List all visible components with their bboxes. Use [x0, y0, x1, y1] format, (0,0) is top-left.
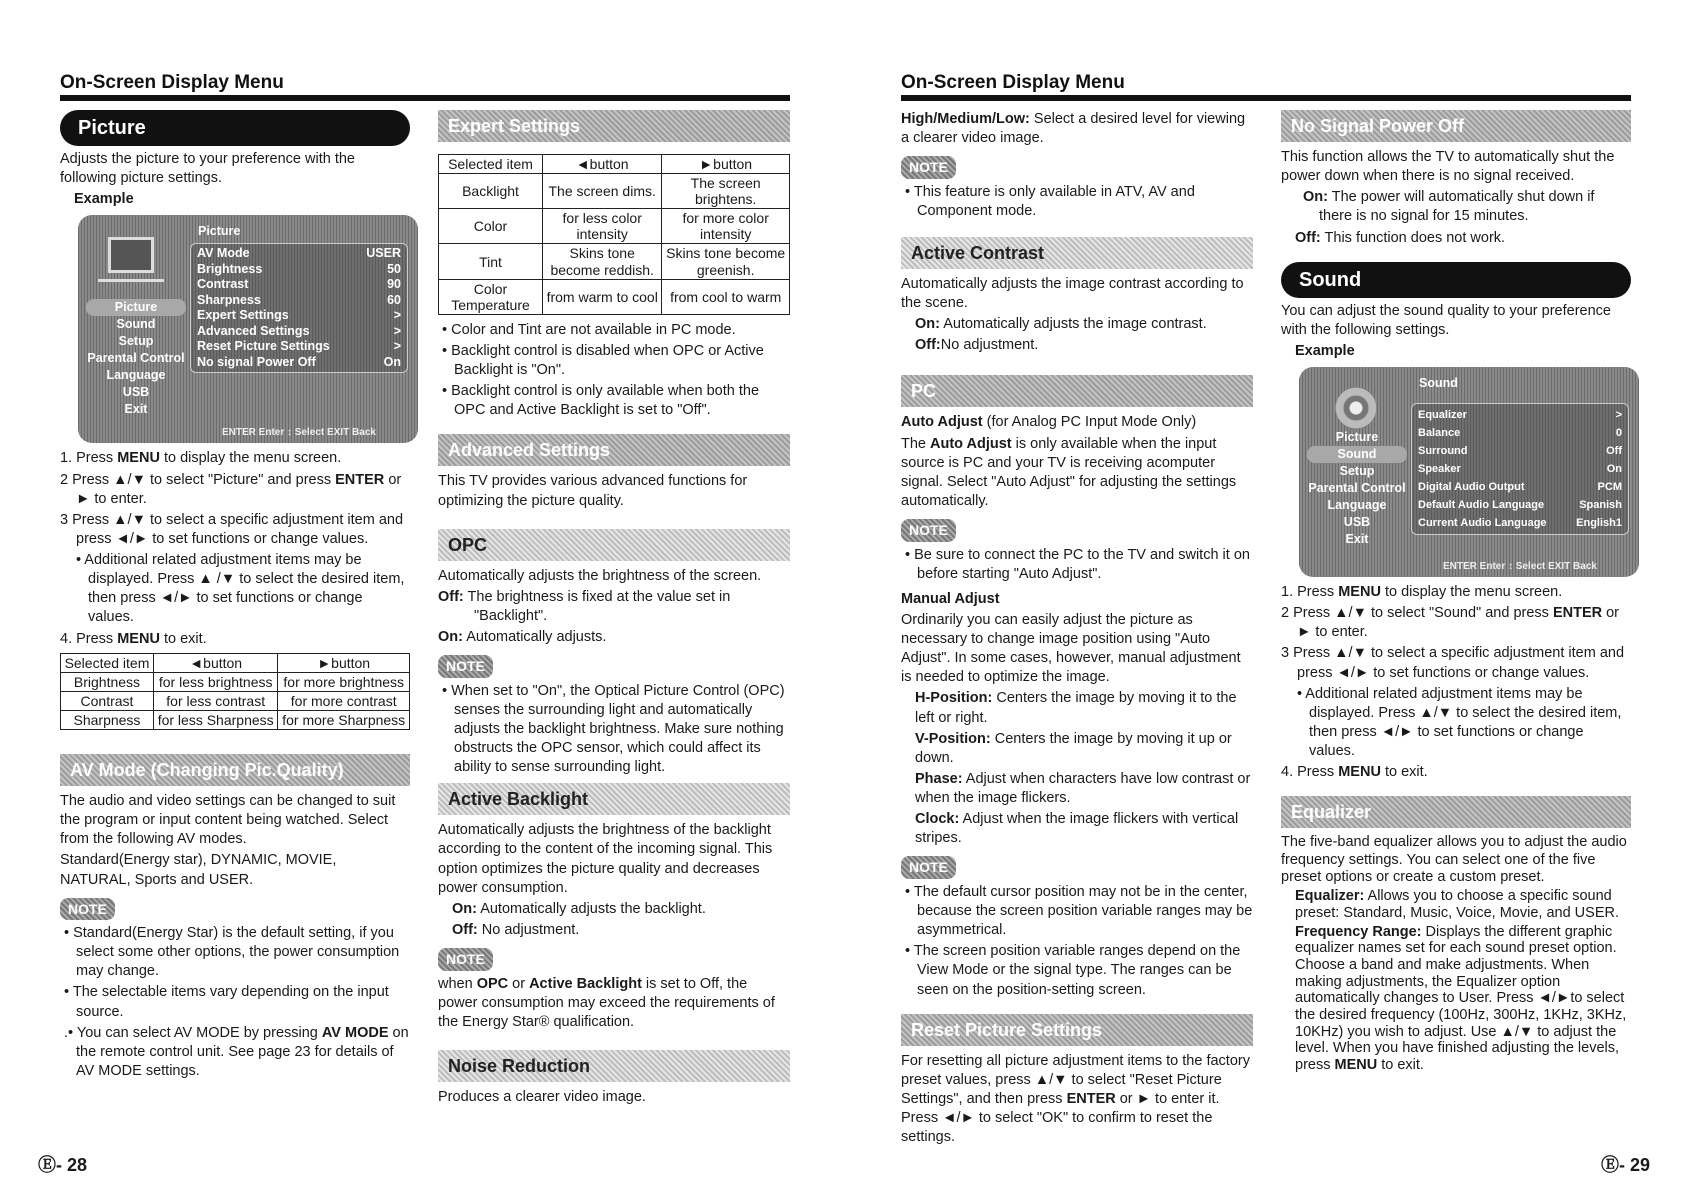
osd-menu-item: Language [106, 368, 166, 383]
phase: Phase: Adjust when characters have low contrast or when the image flickers. [915, 770, 1251, 807]
active-contrast-text: Automatically adjusts the image contrast according to the scene. [901, 275, 1244, 312]
expert-bullet: • Backlight control is only available when both the OPC and Active Backlight is set to "Off". [442, 383, 760, 419]
h-position: H-Position: Centers the image by moving it to the left or right. [915, 690, 1237, 726]
osd-menu-item: Language [1327, 498, 1387, 512]
osd-setting-row: No signal Power Off On [197, 354, 401, 369]
osd-menu-item: Sound [1307, 446, 1407, 463]
osd-menu-item: Picture [86, 299, 186, 316]
tv-stand-icon [98, 279, 164, 282]
reset-text: For resetting all picture adjustment items to the factory preset values, press ▲/▼ to select "Reset Picture Settings", and then press ENTER or ► to enter it. Press ◄/► to select "OK" to confirm to reset the settings. [901, 1052, 1250, 1146]
section-header-opc: OPC [438, 529, 790, 561]
sound-intro: You can adjust the sound quality to your preference with the following settings. [1281, 302, 1611, 338]
table-header: ◄button [543, 155, 662, 174]
table-cell: The screen brightens. [662, 174, 790, 209]
osd-setting-row: Speaker On [1418, 463, 1622, 475]
nosignal-text: This function allows the TV to automatically shut the power down when there is no signal received. [1281, 149, 1615, 185]
section-header-pc: PC [901, 375, 1253, 407]
avmode-text: The audio and video settings can be changed to suit the program or input content being watched. Select from the following AV modes. [60, 793, 396, 848]
tv-icon [108, 237, 154, 273]
table-cell: for more color intensity [662, 209, 790, 244]
table-cell: for less color intensity [543, 209, 662, 244]
table-header: Selected item [439, 155, 543, 174]
ns-off: Off: This function does not work. [1295, 229, 1506, 246]
title-rule [60, 95, 790, 101]
section-header-active-backlight: Active Backlight [438, 783, 790, 815]
note-badge: NOTE [438, 655, 493, 677]
table-cell: Brightness [61, 672, 154, 691]
right-page [841, 0, 1682, 1188]
table-cell: The screen dims. [543, 174, 662, 209]
osd-menu-item: Setup [118, 334, 154, 349]
table-row [61, 691, 410, 710]
table-header: Selected item [61, 653, 154, 672]
opc-on: On: Automatically adjusts. [438, 629, 607, 646]
right-col-2 [1281, 110, 1631, 1076]
table-cell: from cool to warm [662, 279, 790, 314]
osd-setting-row: Reset Picture Settings > [197, 339, 401, 354]
step3-bullet: • Additional related adjustment items may be displayed. Press ▲/▼ to select the desired item, then press ◄/► to set functions or change values. [1297, 685, 1622, 759]
left-col-1 [60, 110, 410, 1083]
auto-adjust-title: Auto Adjust (for Analog PC Input Mode Only) [901, 414, 1197, 431]
manual-adjust-text: Ordinarily you can easily adjust the picture as necessary to change image position using "Auto Adjust". In some cases, however, manual adjustment is needed to optimize the image. [901, 611, 1241, 686]
step: 3 Press ▲/▼ to select a specific adjustment item and press ◄/► to set functions or change values. [60, 511, 404, 547]
osd-menu-item: Setup [1339, 464, 1375, 478]
note-badge: NOTE [60, 898, 115, 920]
hml-text: High/Medium/Low: Select a desired level for viewing a clearer video image. [901, 111, 1246, 147]
table-cell: for more contrast [278, 691, 410, 710]
active-backlight-text: Automatically adjusts the brightness of the backlight according to the content of the incoming signal. This option optimizes the picture quality and decreases power consumption. [438, 822, 773, 896]
table-cell: Sharpness [61, 710, 154, 729]
hml-note: • This feature is only available in ATV, AV and Component mode. [905, 183, 1195, 219]
section-header-reset: Reset Picture Settings [901, 1014, 1253, 1046]
equalizer-text: The five-band equalizer allows you to adjust the audio frequency settings. You can select one of the five preset options or create a custom preset. [1281, 834, 1627, 886]
page-number: Ⓔ- 29 [1601, 1155, 1651, 1175]
table-header-row [439, 155, 790, 174]
note-item: .• You can select AV MODE by pressing AV MODE on the remote control unit. See page 23 for details of AV MODE settings. [64, 1024, 409, 1079]
section-header-av-mode: AV Mode (Changing Pic.Quality) [60, 754, 410, 786]
section-header-picture: Picture [60, 110, 410, 146]
step: 3 Press ▲/▼ to select a specific adjustment item and press ◄/► to set functions or change values. [1281, 645, 1625, 681]
osd-menu-item: Sound [116, 317, 156, 332]
ac-on: On: Automatically adjusts the image contrast. [915, 316, 1207, 333]
osd-settings-list [1411, 403, 1629, 535]
example-label: Example [74, 191, 134, 208]
expert-bullet: • Backlight control is disabled when OPC or Active Backlight is "On". [442, 342, 764, 379]
osd-setting-row: Equalizer > [1418, 409, 1622, 421]
avmode-list: Standard(Energy star), DYNAMIC, MOVIE, NATURAL, Sports and USER. [60, 852, 337, 888]
osd-setting-row: Digital Audio Output PCM [1418, 481, 1622, 493]
table-header: ◄button [153, 653, 277, 672]
step: 2 Press ▲/▼ to select "Picture" and press ENTER or ► to enter. [60, 471, 402, 507]
note-badge: NOTE [901, 856, 956, 878]
ac-off: Off:No adjustment. [915, 337, 1039, 354]
page-number: Ⓔ- 28 [38, 1155, 88, 1175]
osd-menu-item: Exit [124, 402, 148, 417]
table-cell: for more Sharpness [278, 710, 410, 729]
osd-setting-row: Default Audio Language Spanish [1418, 499, 1622, 511]
osd-menu-item: USB [122, 385, 150, 400]
osd-setting-row: Balance 0 [1418, 427, 1622, 439]
speaker-icon [1335, 387, 1377, 429]
section-header-advanced: Advanced Settings [438, 434, 790, 466]
manual-note: • The default cursor position may not be in the center, because the screen position variable ranges may be asymmetrical. [905, 883, 1253, 939]
page-title: On-Screen Display Menu [60, 72, 284, 93]
v-position: V-Position: Centers the image by moving it up or down. [915, 730, 1232, 766]
table-cell: for less Sharpness [153, 710, 277, 729]
table-row [439, 209, 790, 244]
ab-off: Off: No adjustment. [452, 921, 580, 938]
opc-off: Off: The brightness is fixed at the value set in "Backlight". [438, 588, 731, 624]
note-badge: NOTE [901, 519, 956, 541]
table-cell: Skins tone become reddish. [543, 244, 662, 279]
step: 4. Press MENU to exit. [1281, 764, 1428, 781]
section-header-equalizer: Equalizer [1281, 796, 1631, 828]
step3-bullet: • Additional related adjustment items may be displayed. Press ▲ /▼ to select the desired item, then press ◄/► to set functions or change values. [76, 552, 405, 626]
left-col-2 [438, 110, 790, 1109]
step: 2 Press ▲/▼ to select "Sound" and press ENTER or ► to enter. [1281, 605, 1620, 641]
osd-menu-item: Exit [1345, 532, 1369, 546]
table-cell: Backlight [439, 174, 543, 209]
page-title: On-Screen Display Menu [901, 72, 1125, 93]
noise-text: Produces a clearer video image. [438, 1088, 646, 1105]
table-header: ►button [662, 155, 790, 174]
picture-osd-screenshot [78, 215, 418, 443]
table-cell: from warm to cool [543, 279, 662, 314]
opc-note: • When set to "On", the Optical Picture Control (OPC) senses the surrounding light and automatically adjusts the backlight brightness. Make sure nothing obstructs the OPC sensor, which could affect its ability to sense surrounding light. [442, 682, 785, 776]
ns-on: On: The power will automatically shut down if there is no signal for 15 minutes. [1303, 189, 1595, 225]
osd-setting-row: AV Mode USER [197, 246, 401, 261]
section-header-sound: Sound [1281, 262, 1631, 298]
osd-setting-row: Surround Off [1418, 445, 1622, 457]
table-row [439, 174, 790, 209]
table-header-row [61, 653, 410, 672]
title-rule [901, 95, 1631, 101]
osd-setting-row: Contrast 90 [197, 277, 401, 292]
eq-desc: Equalizer: Allows you to choose a specific sound preset: Standard, Music, Voice, Movie, and USER. [1295, 888, 1619, 922]
osd-left-menu [86, 299, 186, 418]
note-badge: NOTE [438, 948, 493, 970]
pc-note: • Be sure to connect the PC to the TV and switch it on before starting "Auto Adjust". [905, 546, 1250, 582]
table-row [61, 672, 410, 691]
table-cell: Contrast [61, 691, 154, 710]
opc-text: Automatically adjusts the brightness of the screen. [438, 567, 762, 584]
section-header-active-contrast: Active Contrast [901, 237, 1253, 269]
step: 4. Press MENU to exit. [60, 630, 207, 647]
osd-footer: ENTER Enter ↕ Select EXIT Back [1443, 560, 1597, 572]
fr-desc: Frequency Range: Displays the different graphic equalizer names set for each sound preset option. Choose a band and make adjustments. When making adjustments, the Equalizer option automatically changes to User. Press ◄/►to select the desired frequency (100Hz, 300Hz, 1KHz, 3KHz, 10KHz) you wish to adjust. Use ▲/▼ to adjust the level. When you have finished adjusting the levels, press MENU to exit. [1295, 923, 1627, 1074]
osd-menu-item: Picture [1335, 430, 1379, 444]
section-header-no-signal: No Signal Power Off [1281, 110, 1631, 142]
section-header-expert: Expert Settings [438, 110, 790, 142]
osd-title: Sound [1419, 376, 1458, 390]
sound-steps [1281, 583, 1631, 683]
table-row [61, 710, 410, 729]
example-label: Example [1295, 342, 1355, 359]
osd-setting-row: Sharpness 60 [197, 292, 401, 307]
table-row [439, 244, 790, 279]
auto-adjust-text: The Auto Adjust is only available when the input source is PC and your TV is receiving acomputer signal. Select "Auto Adjust" for adjusting the settings automatically. [901, 435, 1237, 509]
picture-adjust-table [60, 653, 410, 730]
table-cell: for less brightness [153, 672, 277, 691]
step: 1. Press MENU to display the menu screen. [1281, 584, 1563, 600]
table-cell: Tint [439, 244, 543, 279]
osd-menu-item: USB [1343, 515, 1371, 529]
table-cell: Skins tone become greenish. [662, 244, 790, 279]
table-cell: Color Temperature [439, 279, 543, 314]
right-col-1 [901, 110, 1253, 1149]
step: 1. Press MENU to display the menu screen. [60, 450, 342, 467]
expert-settings-table [438, 154, 790, 315]
table-cell: Color [439, 209, 543, 244]
advanced-text: This TV provides various advanced functions for optimizing the picture quality. [438, 473, 748, 509]
osd-footer: ENTER Enter ↕ Select EXIT Back [222, 427, 376, 439]
table-header: ►button [278, 653, 410, 672]
osd-setting-row: Brightness 50 [197, 261, 401, 276]
clock: Clock: Adjust when the image flickers with vertical stripes. [915, 811, 1239, 847]
osd-menu-item: Parental Control [1308, 481, 1406, 495]
expert-bullet: • Color and Tint are not available in PC mode. [442, 321, 736, 338]
manual-note: • The screen position variable ranges depend on the View Mode or the signal type. The ranges can be seen on the position-setting screen. [905, 943, 1241, 998]
osd-settings-list [190, 243, 408, 373]
ab-note: when OPC or Active Backlight is set to Off, the power consumption may exceed the requirements of the Energy Star® qualification. [438, 975, 775, 1030]
osd-setting-row: Advanced Settings > [197, 323, 401, 338]
osd-setting-row: Current Audio Language English1 [1418, 517, 1622, 529]
osd-menu-item: Parental Control [87, 351, 185, 366]
table-row [439, 279, 790, 314]
note-badge: NOTE [901, 156, 956, 178]
section-header-noise-reduction: Noise Reduction [438, 1050, 790, 1082]
ab-on: On: Automatically adjusts the backlight. [452, 900, 706, 917]
table-cell: for more brightness [278, 672, 410, 691]
osd-setting-row: Expert Settings > [197, 308, 401, 323]
sound-osd-screenshot [1299, 367, 1639, 577]
note-item: • Standard(Energy Star) is the default setting, if you select some other options, the power consumption may change. [64, 925, 400, 980]
osd-left-menu [1307, 429, 1407, 548]
picture-intro: Adjusts the picture to your preference with the following picture settings. [60, 151, 355, 187]
manual-adjust-title: Manual Adjust [901, 590, 1000, 607]
picture-steps [60, 449, 410, 549]
note-item: • The selectable items vary depending on the input source. [64, 984, 389, 1020]
table-cell: for less contrast [153, 691, 277, 710]
osd-title: Picture [198, 224, 241, 239]
